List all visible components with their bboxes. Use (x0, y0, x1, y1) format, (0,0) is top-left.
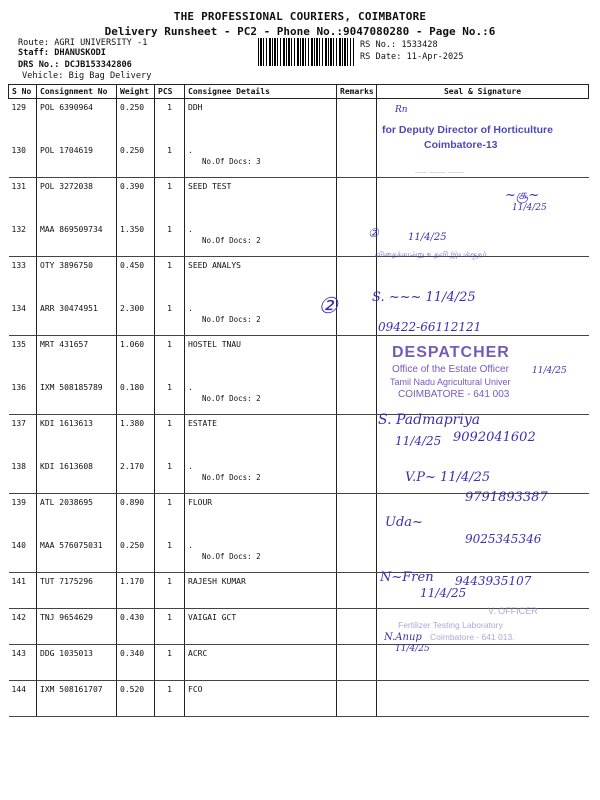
date-seed-test: 11/4/25 (512, 203, 547, 213)
cell-remarks (337, 415, 377, 451)
cell-seal (377, 257, 589, 293)
rs-date-line: RS Date: 11-Apr-2025 (360, 52, 464, 62)
cell-consignment-no: KDI 1613613 (37, 415, 117, 451)
consignee-name: VAIGAI GCT (188, 613, 237, 622)
stamp-horticulture-line2: Coimbatore-13 (424, 139, 498, 151)
table-row (9, 257, 589, 293)
staff-value: DHANUSKODI (54, 48, 106, 58)
cell-remarks (337, 529, 377, 573)
cell-pcs: 1 (155, 257, 185, 293)
stamp-despatcher-line1: DESPATCHER (392, 344, 510, 361)
cell-consignee (185, 134, 337, 178)
cell-consignment-no: IXM 508185789 (37, 371, 117, 415)
cell-weight: 1.170 (117, 573, 155, 609)
cell-consignee (185, 415, 337, 451)
cell-pcs: 1 (155, 292, 185, 336)
cell-weight: 0.450 (117, 257, 155, 293)
docs-count: No.Of Docs: 2 (202, 473, 261, 482)
cell-consignment-no: DDG 1035013 (37, 645, 117, 681)
cell-consignee (185, 645, 337, 681)
cell-pcs: 1 (155, 178, 185, 214)
consignee-name: . (188, 146, 193, 155)
cell-sno: 129 (11, 103, 26, 112)
cell-sno: 138 (9, 450, 37, 494)
signature-vaigai: Uda~ (385, 515, 423, 530)
phone-vaigai: 9025345346 (465, 532, 542, 546)
table-row (9, 178, 589, 214)
cell-sno: 144 (9, 681, 37, 717)
cell-remarks (337, 609, 377, 645)
cell-consignee (185, 450, 337, 494)
table-row (9, 134, 589, 178)
cell-remarks (337, 645, 377, 681)
cell-sno: 136 (9, 371, 37, 415)
staff-line: Staff: DHANUSKODI (18, 48, 106, 58)
cell-pcs: 1 (155, 609, 185, 645)
cell-consignee (185, 529, 337, 573)
cell-weight: 0.340 (117, 645, 155, 681)
date-flour: 11/4/25 (395, 434, 442, 448)
cell-sno: 139 (11, 498, 26, 507)
table-row (9, 292, 589, 336)
cell-consignment-no: MAA 576075031 (37, 529, 117, 573)
cell-consignee (185, 257, 337, 293)
stamp-despatcher-line4: COIMBATORE - 641 003 (398, 389, 510, 400)
table-row (9, 213, 589, 257)
runsheet-subtitle: Delivery Runsheet - PC2 - Phone No.:9047080280 - Page No.:6 (104, 25, 496, 38)
ink-circle-2b: ② (318, 294, 338, 319)
docs-count: No.Of Docs: 2 (202, 552, 261, 561)
signature-fco: N.Anup (384, 632, 422, 643)
cell-pcs: 1 (155, 450, 185, 494)
consignee-name: SEED TEST (188, 182, 232, 191)
table-header (9, 85, 589, 99)
cell-sno: 131 (11, 182, 26, 191)
cell-seal (377, 681, 589, 717)
cell-consignment-no: POL 3272038 (37, 178, 117, 214)
col-consignment: Consignment No (37, 85, 117, 99)
consignee-name: HOSTEL TNAU (188, 340, 241, 349)
consignee-name: FLOUR (188, 498, 213, 507)
cell-consignment-no: OTY 3896750 (37, 257, 117, 293)
cell-remarks (337, 257, 377, 293)
date-acrc: 11/4/25 (420, 586, 467, 600)
cell-consignee (185, 99, 337, 135)
cell-sno: 137 (11, 419, 26, 428)
col-weight: Weight (117, 85, 155, 99)
route-value: AGRI UNIVERSITY -1 (54, 38, 148, 48)
ink-initials: Rn (395, 105, 408, 115)
cell-consignment-no: ATL 2038695 (37, 494, 117, 530)
cell-consignment-no: MRT 431657 (37, 336, 117, 372)
cell-sno: 143 (9, 645, 37, 681)
cell-pcs: 1 (155, 529, 185, 573)
ink-circle-2a: ② (368, 226, 379, 240)
col-pcs: PCS (155, 85, 185, 99)
cell-seal (377, 178, 589, 214)
stamp-despatcher-line3: Tamil Nadu Agricultural Univer (390, 377, 511, 387)
consignee-name: . (188, 304, 193, 313)
col-seal: Seal & Signature (377, 85, 589, 99)
cell-pcs: 1 (155, 415, 185, 451)
date-seed-analys: 11/4/25 (408, 232, 447, 243)
cell-consignment-no: IXM 508161707 (37, 681, 117, 717)
table-row (9, 681, 589, 717)
cell-weight: 0.250 (117, 134, 155, 178)
drs-line: DRS No.: DCJB153342806 (18, 60, 132, 70)
cell-sno: 135 (11, 340, 26, 349)
cell-consignment-no: TUT 7175296 (37, 573, 117, 609)
stamp-fco-line1: V. OFFICER (488, 606, 538, 616)
cell-pcs: 1 (155, 134, 185, 178)
cell-remarks (337, 573, 377, 609)
cell-weight: 0.250 (117, 529, 155, 573)
phone-flour: 9092041602 (453, 430, 536, 445)
route-line: Route: AGRI UNIVERSITY -1 (18, 38, 148, 48)
signature-flour: S. Padmapriya (378, 412, 481, 428)
cell-sno: 133 (11, 261, 26, 270)
consignee-name: RAJESH KUMAR (188, 577, 246, 586)
cell-pcs: 1 (155, 336, 185, 372)
vehicle-line: Vehicle: Big Bag Delivery (22, 71, 152, 81)
cell-remarks (337, 292, 377, 336)
cell-consignment-no: TNJ 9654629 (37, 609, 117, 645)
cell-consignment-no: MAA 869509734 (37, 213, 117, 257)
consignee-name: . (188, 383, 193, 392)
docs-count: No.Of Docs: 2 (202, 236, 261, 245)
cell-consignment-no: POL 6390964 (37, 99, 117, 135)
cell-consignment-no: POL 1704619 (37, 134, 117, 178)
cell-weight: 1.350 (117, 213, 155, 257)
cell-remarks (337, 681, 377, 717)
phone-acrc: 9443935107 (455, 574, 532, 588)
cell-weight: 0.250 (117, 99, 155, 135)
consignee-name: . (188, 541, 193, 550)
stamp-seed-analys: விதைச்சான்று உதவி இயக்குநர் (375, 250, 487, 259)
docs-count: No.Of Docs: 2 (202, 315, 261, 324)
consignee-name: SEED ANALYS (188, 261, 241, 270)
cell-sno: 134 (9, 292, 37, 336)
cell-pcs: 1 (155, 371, 185, 415)
cell-consignee (185, 213, 337, 257)
vehicle-value: Big Bag Delivery (68, 71, 152, 81)
phone-hostel: 09422-66112121 (378, 320, 482, 334)
table-row (9, 450, 589, 494)
drs-value: DCJB153342806 (64, 60, 132, 70)
cell-weight: 1.380 (117, 415, 155, 451)
signature-seed-test: ~சூ~ (505, 188, 540, 203)
cell-weight: 0.430 (117, 609, 155, 645)
consignee-name: FCO (188, 685, 203, 694)
cell-consignment-no: ARR 30474951 (37, 292, 117, 336)
docs-count: No.Of Docs: 2 (202, 394, 261, 403)
cell-remarks (337, 178, 377, 214)
stamp-fco-line3: Coimbatore - 641 013. (430, 632, 515, 642)
cell-sno: 141 (9, 573, 37, 609)
cell-weight: 0.390 (117, 178, 155, 214)
cell-remarks (337, 371, 377, 415)
date-fco: 11/4/25 (395, 644, 430, 654)
signature-acrc: N~Fren (380, 570, 434, 585)
consignee-name: ESTATE (188, 419, 217, 428)
cell-pcs: 1 (155, 99, 185, 135)
cell-consignee (185, 292, 337, 336)
rs-no-line: RS No.: 1533428 (360, 40, 438, 50)
consignee-name: . (188, 225, 193, 234)
cell-consignee (185, 681, 337, 717)
consignee-name: DDH (188, 103, 203, 112)
cell-consignee (185, 494, 337, 530)
cell-consignee (185, 336, 337, 372)
cell-consignee (185, 609, 337, 645)
cell-weight: 0.520 (117, 681, 155, 717)
cell-weight: 0.180 (117, 371, 155, 415)
cell-pcs: 1 (155, 213, 185, 257)
cell-sno: 142 (9, 609, 37, 645)
col-consignee: Consignee Details (185, 85, 337, 99)
stamp-faded-tamil: ~~~ ~~~~ ~~~~ (415, 170, 464, 177)
docs-count: No.Of Docs: 3 (202, 157, 261, 166)
date-estate: 11/4/25 (532, 366, 567, 376)
cell-sno: 130 (9, 134, 37, 178)
cell-remarks (337, 99, 377, 135)
rs-no-value: 1533428 (401, 40, 438, 50)
cell-consignee (185, 178, 337, 214)
company-title: THE PROFESSIONAL COURIERS, COIMBATORE (173, 10, 427, 23)
col-sno: S No (9, 85, 37, 99)
barcode (258, 38, 354, 66)
cell-remarks (337, 336, 377, 372)
cell-consignee (185, 573, 337, 609)
consignee-name: . (188, 462, 193, 471)
cell-pcs: 1 (155, 681, 185, 717)
stamp-despatcher-line2: Office of the Estate Officer (392, 364, 509, 375)
cell-pcs: 1 (155, 573, 185, 609)
cell-weight: 2.170 (117, 450, 155, 494)
cell-sno: 140 (9, 529, 37, 573)
cell-consignment-no: KDI 1613608 (37, 450, 117, 494)
cell-sno: 132 (9, 213, 37, 257)
signature-hostel: S. ~~~ 11/4/25 (372, 290, 476, 305)
consignee-name: ACRC (188, 649, 208, 658)
cell-pcs: 1 (155, 494, 185, 530)
cell-weight: 1.060 (117, 336, 155, 372)
cell-remarks (337, 494, 377, 530)
stamp-fco-line2: Fertilizer Testing Laboratory (398, 620, 503, 630)
table-row (9, 645, 589, 681)
cell-remarks (337, 134, 377, 178)
cell-consignee (185, 371, 337, 415)
cell-pcs: 1 (155, 645, 185, 681)
phone-rajesh: 9791893387 (465, 490, 548, 505)
signature-rajesh: V.P~ 11/4/25 (405, 470, 491, 485)
cell-weight: 2.300 (117, 292, 155, 336)
col-remarks: Remarks (337, 85, 377, 99)
rs-date-value: 11-Apr-2025 (406, 52, 464, 62)
cell-remarks (337, 450, 377, 494)
stamp-horticulture-line1: for Deputy Director of Horticulture (382, 124, 553, 136)
cell-weight: 0.890 (117, 494, 155, 530)
